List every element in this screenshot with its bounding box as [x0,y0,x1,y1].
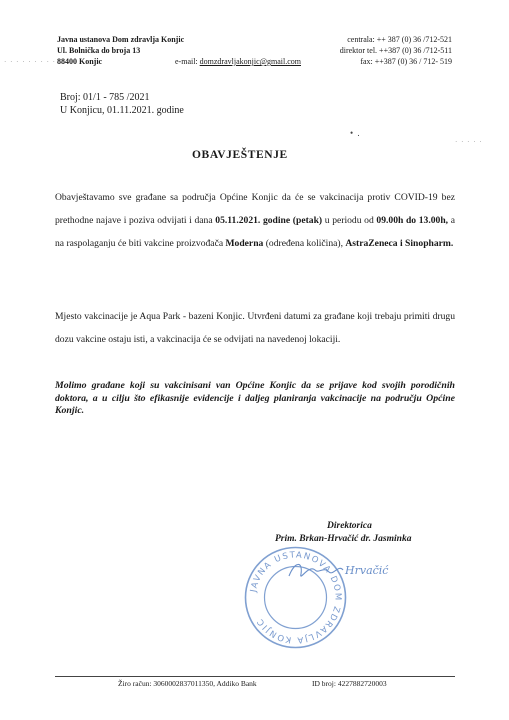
paragraph-location: Mjesto vakcinacije je Aqua Park - bazeni Konjic. Utvrđeni datumi za građane koji trebaju primiti drugu dozu vakcine ostaju isti, a vakcinacija će se odvijati na navedenoj lokaciji. [55,311,455,345]
p1-text-1: Obavještavamo sve građane sa područja Općine Konjic da će se vakcinacija protiv COVID-19 bez prethodne najave i poziva odvijati i dana [55,192,455,226]
org-address-city: 88400 Konjic [57,57,103,66]
email-line [175,56,301,67]
scan-artifact: • . [350,128,361,138]
footer-bank: Žiro račun: 3060002837011350, Addiko Bank [118,679,257,688]
fax-number: fax: ++387 (0) 36 / 712- 519 [360,57,452,66]
footer-divider [55,676,455,677]
scan-artifact: · · · · · [455,138,483,146]
handwritten-signature [285,556,395,586]
signature-name: Prim. Brkan-Hrvačić dr. Jasminka [275,534,412,544]
p1-text-2: u periodu od [322,215,377,226]
p1-time: 09.00h do 13.00h, [376,215,449,226]
org-address-street: Ul. Bolnička do broja 13 [57,46,141,55]
signature-script: Hrvačić [345,564,389,577]
place-date: U Konjicu, 01.11.2021. godine [60,105,184,116]
phone-director: direktor tel. ++387 (0) 36 /712-511 [339,46,452,55]
email-link[interactable]: domzdravljakonjic@gmail.com [199,57,301,66]
page-title: OBAVJEŠTENJE [192,149,288,161]
email-label: e-mail: [175,57,198,66]
paragraph-request: Molimo građane koji su vakcinisani van Općine Konjic da se prijave kod svojih porodičnih doktora, a u cilju što efikasnije evidencije i daljeg planiranja vakcinacije na području Općine Konjic. [55,380,455,416]
document-number: Broj: 01/1 - 785 /2021 [60,92,150,103]
signature-role: Direktorica [327,521,372,531]
footer-id: ID broj: 4227882720003 [312,679,387,688]
phone-central: centrala: ++ 387 (0) 36 /712-521 [347,35,452,44]
p1-text-3: a na raspolaganju će biti vakcine proizvođača [55,215,455,249]
p1-vaccines-other: AstraZeneca i Sinopharm. [345,238,454,249]
p1-date: 05.11.2021. godine (petak) [215,215,323,226]
p1-text-4: (određena količina), [263,238,346,249]
stamp-text: JAVNA USTANOVA DOM ZDRAVLJA KONJIC [248,550,343,645]
scan-artifact: · · · · · · · · · [4,58,56,66]
paragraph-announcement [55,186,455,255]
org-name: Javna ustanova Dom zdravlja Konjic [57,35,185,44]
p1-vaccine-moderna: Moderna [225,238,264,249]
